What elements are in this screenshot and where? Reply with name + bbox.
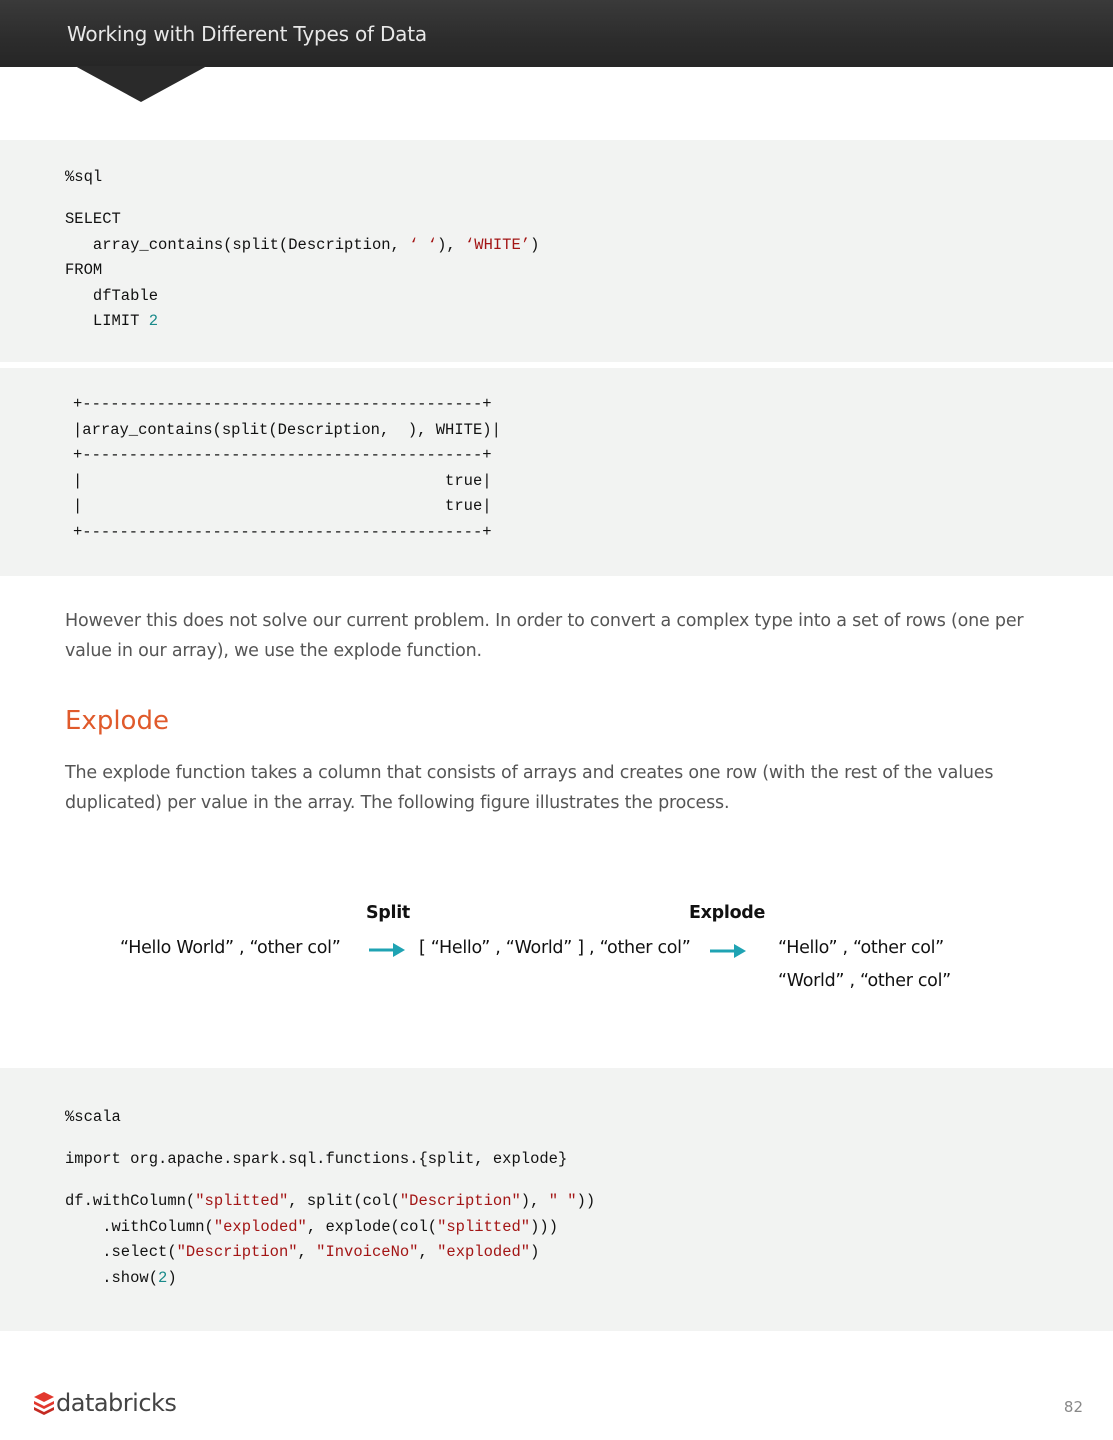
scala-lang-tag: %scala <box>65 1108 121 1126</box>
code-token: ), <box>520 1192 549 1210</box>
code-token: , <box>418 1243 438 1261</box>
result-line: +-------------------------------------------+ <box>73 522 492 541</box>
code-token: , split(col( <box>288 1192 400 1210</box>
sql-line: array_contains(split(Description, <box>65 235 410 254</box>
sql-code-block <box>0 140 1113 362</box>
sql-string: ‘WHITE’ <box>464 235 531 254</box>
code-token: , <box>297 1243 317 1261</box>
result-line: |array_contains(split(Description, ), WHITE)| <box>73 420 501 439</box>
sql-line: dfTable <box>65 286 159 305</box>
result-line: +-------------------------------------------+ <box>73 395 492 413</box>
figure-middle: [ “Hello” , “World” ] , “other col” <box>419 938 691 958</box>
right-arrow-icon <box>708 942 748 960</box>
result-line: | true| <box>73 497 492 515</box>
body-paragraph: However this does not solve our current problem. In order to convert a complex type into a set of rows (one per value in our array), we use the explode function. <box>65 611 1024 661</box>
header-title: Working with Different Types of Data <box>67 22 427 46</box>
code-string: "Description" <box>176 1243 298 1261</box>
sql-lang-tag: %sql <box>65 168 103 186</box>
figure-input: “Hello World” , “other col” <box>120 938 341 958</box>
code-string: "splitted" <box>437 1217 531 1236</box>
split-label: Split <box>366 903 410 923</box>
section-heading: Explode <box>65 706 169 736</box>
code-string: "splitted" <box>195 1192 289 1210</box>
figure-output-row: “Hello” , “other col” <box>778 938 944 958</box>
result-line: +-------------------------------------------+ <box>73 446 492 464</box>
result-code-block <box>0 368 1113 576</box>
sql-line: FROM <box>65 261 103 279</box>
code-token: .select( <box>65 1243 177 1261</box>
scala-import-line: import org.apache.spark.sql.functions.{split, explode} <box>65 1150 568 1168</box>
header-notch <box>75 66 207 102</box>
page-header <box>0 0 1113 67</box>
code-token: .withColumn( <box>65 1217 214 1236</box>
result-table <box>73 392 501 545</box>
code-token: , explode(col( <box>306 1217 438 1236</box>
code-string: " " <box>548 1192 577 1210</box>
code-string: "exploded" <box>437 1243 531 1261</box>
code-number: 2 <box>158 1268 168 1287</box>
code-token: ) <box>530 1243 540 1261</box>
page-number: 82 <box>1063 1398 1083 1416</box>
code-token: .show( <box>65 1268 159 1287</box>
databricks-logo-icon <box>33 1390 55 1416</box>
sql-line: LIMIT <box>65 312 149 330</box>
databricks-logo-text: databricks <box>56 1389 177 1417</box>
code-token: )) <box>576 1192 596 1210</box>
sql-string: ‘ ‘ <box>409 235 438 254</box>
figure-output-row: “World” , “other col” <box>778 971 951 991</box>
sql-punct: ) <box>530 235 540 254</box>
code-string: "Description" <box>399 1192 521 1210</box>
sql-punct: ), <box>437 235 465 254</box>
explode-label: Explode <box>689 903 766 923</box>
code-token: df.withColumn( <box>65 1192 196 1210</box>
section-paragraph: The explode function takes a column that consists of arrays and creates one row (with the rest of the values duplicated) per value in the array. The following figure illustrates the process. <box>65 763 994 813</box>
code-token: ) <box>167 1268 177 1287</box>
code-token: ))) <box>530 1217 558 1236</box>
scala-code <box>65 1189 595 1291</box>
right-arrow-icon <box>367 941 407 959</box>
scala-code-block <box>0 1068 1113 1331</box>
result-line: | true| <box>73 471 492 490</box>
sql-number: 2 <box>148 312 159 330</box>
sql-line: SELECT <box>65 210 121 228</box>
code-string: "exploded" <box>213 1217 307 1236</box>
sql-code <box>65 207 539 335</box>
code-string: "InvoiceNo" <box>316 1243 419 1261</box>
